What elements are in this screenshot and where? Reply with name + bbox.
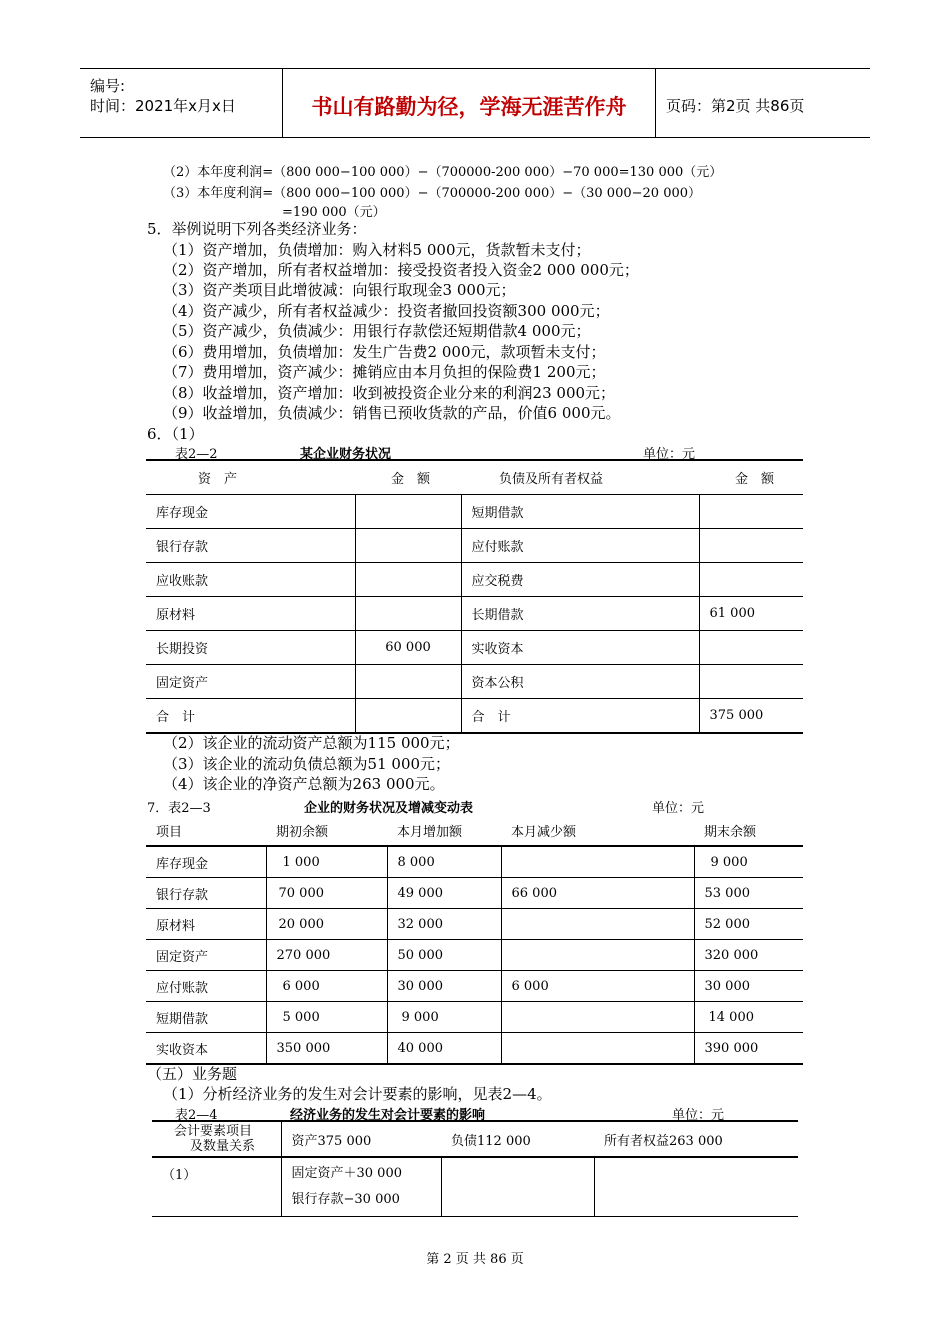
table-cell: 资本公积 xyxy=(461,665,699,699)
table-header-row xyxy=(146,815,803,846)
table-cell xyxy=(355,495,461,529)
table-row xyxy=(152,1157,798,1217)
table-cell: 合 计 xyxy=(146,699,355,734)
table-header-row xyxy=(152,1121,798,1157)
code-label: 编号: xyxy=(90,77,126,95)
list-item: （9）收益增加，负债减少：销售已预收货款的产品，价值6 000元。 xyxy=(163,404,621,422)
list-item: （3）资产类项目此增彼减：向银行取现金3 000元； xyxy=(163,281,516,299)
table-row xyxy=(146,846,803,878)
table-cell: 应付账款 xyxy=(461,529,699,563)
list-item: （2）该企业的流动资产总额为115 000元； xyxy=(163,734,460,752)
table-cell: 5 000 xyxy=(266,1002,387,1033)
table-row xyxy=(146,529,803,563)
table-cell: 应付账款 xyxy=(146,971,266,1002)
column-header: 资产375 000 xyxy=(291,1133,372,1149)
table-cell: 合 计 xyxy=(461,699,699,734)
table-cell xyxy=(699,563,803,597)
table-cell xyxy=(699,529,803,563)
header-page-cell xyxy=(656,69,870,137)
column-header: 金 额 xyxy=(735,472,775,487)
table-cell: 270 000 xyxy=(266,940,387,971)
table-cell xyxy=(355,665,461,699)
table-cell xyxy=(355,563,461,597)
table-cell: 375 000 xyxy=(709,708,764,723)
table-cell: 原材料 xyxy=(146,597,355,631)
header-meta xyxy=(80,69,283,137)
page-number-label: 页码：第2页 共86页 xyxy=(666,97,805,115)
table-row xyxy=(146,878,803,909)
table2-title: 企业的财务状况及增减变动表 xyxy=(304,801,474,816)
table-cell xyxy=(699,665,803,699)
table-cell: 6 000 xyxy=(266,971,387,1002)
table-cell xyxy=(501,1033,694,1065)
column-header: 本月减少额 xyxy=(511,824,577,840)
table-cell: 30 000 xyxy=(387,971,501,1002)
time-label: 时间：2021年x月x日 xyxy=(90,97,236,115)
table-cell xyxy=(355,597,461,631)
table-cell xyxy=(281,1157,441,1217)
table-row xyxy=(146,665,803,699)
list-item: （2）资产增加，所有者权益增加：接受投资者投入资金2 000 000元； xyxy=(163,261,639,279)
table2-label: 7．表2—3 xyxy=(147,801,211,816)
list-item: （4）资产减少，所有者权益减少：投资者撤回投资额300 000元； xyxy=(163,302,610,320)
table-cell: 66 000 xyxy=(501,878,694,909)
table-cell: 原材料 xyxy=(146,909,266,940)
table3-unit: 单位：元 xyxy=(672,1108,725,1123)
table-cell xyxy=(501,940,694,971)
table-cell: 8 000 xyxy=(387,846,501,878)
table-cell: 60 000 xyxy=(355,631,461,665)
table-row xyxy=(146,971,803,1002)
list-item: （7）费用增加，资产减少：摊销应由本月负担的保险费1 200元； xyxy=(163,363,606,381)
table-cell: 32 000 xyxy=(387,909,501,940)
table-cell xyxy=(355,699,461,734)
table-header-row xyxy=(146,460,803,495)
table-total-row xyxy=(146,699,803,734)
motto: 书山有路勤为径，学海无涯苦作舟 xyxy=(311,95,627,119)
table-cell: 53 000 xyxy=(704,885,750,901)
table-cell xyxy=(501,846,694,878)
table-cell: 70 000 xyxy=(266,878,387,909)
table-cell: 短期借款 xyxy=(461,495,699,529)
table-cell xyxy=(355,529,461,563)
table-cell: 9 000 xyxy=(387,1002,501,1033)
table-cell: 30 000 xyxy=(704,978,750,994)
column-header: 期初余额 xyxy=(276,824,329,840)
balance-change-table xyxy=(146,815,803,1065)
list-item: （6）费用增加，负债增加：发生广告费2 000元，款项暂未支付； xyxy=(163,343,606,361)
table-cell: 固定资产 xyxy=(146,665,355,699)
table-cell: 长期投资 xyxy=(146,631,355,665)
table-cell: （1） xyxy=(152,1157,281,1217)
corner-header-line: 会计要素项目 xyxy=(174,1124,253,1139)
table-cell: 6 000 xyxy=(501,971,694,1002)
table-cell: 50 000 xyxy=(387,940,501,971)
table-cell xyxy=(699,495,803,529)
table-cell: 长期借款 xyxy=(461,597,699,631)
table-cell xyxy=(594,1157,798,1217)
section-5-subtitle: （1）分析经济业务的发生对会计要素的影响，见表2—4。 xyxy=(163,1085,552,1103)
table-cell: 390 000 xyxy=(704,1040,759,1056)
table-cell: 库存现金 xyxy=(146,846,266,878)
table1-unit: 单位：元 xyxy=(643,447,696,462)
page-header xyxy=(80,68,870,138)
financial-status-table xyxy=(146,459,803,734)
list-item: （3）该企业的流动负债总额为51 000元； xyxy=(163,755,451,773)
header-motto-cell xyxy=(283,69,656,137)
table3-title: 经济业务的发生对会计要素的影响 xyxy=(290,1108,486,1123)
table-cell xyxy=(501,909,694,940)
section-5-title: （五）业务题 xyxy=(147,1065,238,1083)
table-cell xyxy=(441,1157,594,1217)
column-header: 资 产 xyxy=(198,472,238,487)
table-cell: 银行存款 xyxy=(146,878,266,909)
column-header: 期末余额 xyxy=(704,824,757,840)
table-cell: 49 000 xyxy=(387,878,501,909)
table-cell: 实收资本 xyxy=(461,631,699,665)
profit-line-3-result: =190 000（元） xyxy=(282,205,386,220)
list-item: （8）收益增加，资产增加：收到被投资企业分来的利润23 000元； xyxy=(163,384,616,402)
table-cell: 320 000 xyxy=(704,947,759,963)
table-cell: 14 000 xyxy=(708,1009,754,1025)
corner-header-line: 及数量关系 xyxy=(190,1139,256,1154)
column-header: 所有者权益263 000 xyxy=(604,1133,723,1149)
column-header: 负债及所有者权益 xyxy=(499,472,604,487)
table-cell: 库存现金 xyxy=(146,495,355,529)
table-cell: 固定资产 xyxy=(146,940,266,971)
column-header: 金 额 xyxy=(391,472,431,487)
table-row xyxy=(146,940,803,971)
table-cell: 银行存款 xyxy=(146,529,355,563)
table-cell: 1 000 xyxy=(266,846,387,878)
table-row xyxy=(146,909,803,940)
table-cell: 应收账款 xyxy=(146,563,355,597)
table2-unit: 单位：元 xyxy=(652,801,705,816)
table3-label: 表2—4 xyxy=(175,1108,218,1123)
table-row xyxy=(146,631,803,665)
table1-title: 某企业财务状况 xyxy=(300,447,392,462)
column-header: 本月增加额 xyxy=(397,824,463,840)
table-cell: 9 000 xyxy=(710,854,748,870)
table-cell xyxy=(501,1002,694,1033)
corner-header-cell xyxy=(152,1121,281,1157)
question-5-title: 5．举例说明下列各类经济业务： xyxy=(147,220,367,238)
table-row xyxy=(146,1033,803,1065)
asset-change-line: 固定资产＋30 000 xyxy=(291,1166,402,1181)
table-cell: 实收资本 xyxy=(146,1033,266,1065)
table-row xyxy=(146,597,803,631)
column-header: 负债112 000 xyxy=(451,1133,531,1149)
list-item: （4）该企业的净资产总额为263 000元。 xyxy=(163,775,445,793)
element-impact-table xyxy=(152,1120,798,1217)
table-cell: 40 000 xyxy=(387,1033,501,1065)
table-cell: 52 000 xyxy=(704,916,750,932)
table-cell: 应交税费 xyxy=(461,563,699,597)
table-cell xyxy=(699,631,803,665)
table-row xyxy=(146,1002,803,1033)
table-row xyxy=(146,495,803,529)
question-6-title: 6．（1） xyxy=(147,425,204,443)
table-row xyxy=(146,563,803,597)
asset-change-line: 银行存款−30 000 xyxy=(291,1192,400,1207)
table-cell: 61 000 xyxy=(709,606,755,621)
table-cell: 20 000 xyxy=(266,909,387,940)
column-header: 项目 xyxy=(156,824,183,840)
table1-label: 表2—2 xyxy=(175,447,218,462)
list-item: （5）资产减少，负债减少：用银行存款偿还短期借款4 000元； xyxy=(163,322,591,340)
list-item: （1）资产增加，负债增加：购入材料5 000元，货款暂未支付； xyxy=(163,241,591,259)
profit-line-3: （3）本年度利润=（800 000−100 000）−（700000-200 000）−（30 000−20 000） xyxy=(163,186,702,201)
page-footer: 第 2 页 共 86 页 xyxy=(426,1252,524,1267)
table-cell: 350 000 xyxy=(266,1033,387,1065)
table-cell: 短期借款 xyxy=(146,1002,266,1033)
profit-line-2: （2）本年度利润=（800 000−100 000）−（700000-200 000）−70 000=130 000（元） xyxy=(163,165,723,180)
